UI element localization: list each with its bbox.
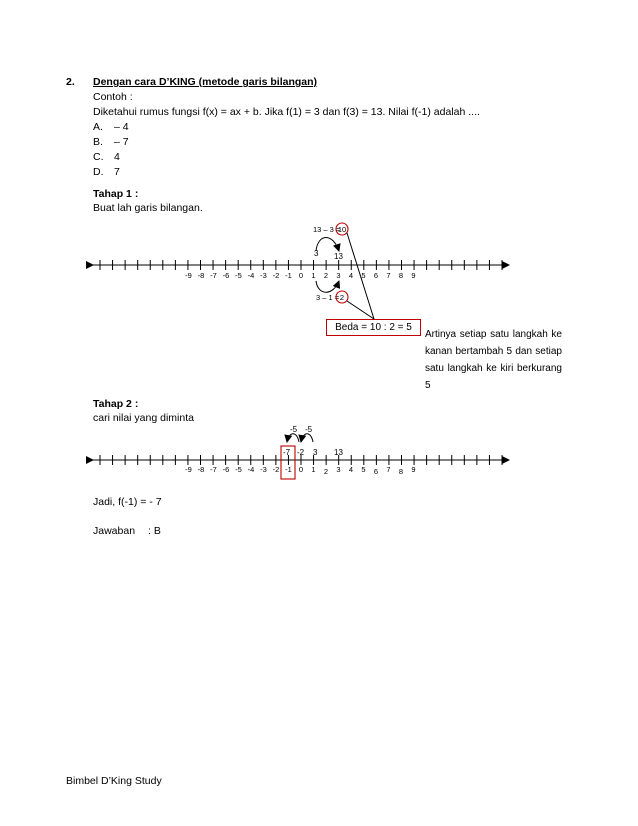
value-minus7: -7 xyxy=(283,448,291,457)
step2-title: Tahap 2 : xyxy=(93,398,139,410)
option-a-letter: A. xyxy=(93,121,103,133)
tick-label: -5 xyxy=(235,465,242,474)
tick-label: -3 xyxy=(260,271,267,280)
number-line-1-labels xyxy=(185,271,415,280)
tick-label: 2 xyxy=(323,467,329,476)
value-3: 3 xyxy=(313,448,318,457)
tick-label: -9 xyxy=(185,465,192,474)
bottom-jump-arrow xyxy=(316,281,339,292)
conclusion: Jadi, f(-1) = - 7 xyxy=(93,496,162,508)
step-label-1: -5 xyxy=(290,425,298,434)
value-minus2: -2 xyxy=(297,448,305,457)
tick-label: -2 xyxy=(272,271,280,280)
tick-label: 6 xyxy=(373,467,379,476)
question-number: 2. xyxy=(66,76,75,88)
number-line-1 xyxy=(93,260,509,280)
tick-label: 0 xyxy=(298,465,304,474)
tick-label: -8 xyxy=(197,465,205,474)
tick-label: 9 xyxy=(411,271,416,280)
tick-label: 1 xyxy=(311,271,316,280)
tick-label: -5 xyxy=(235,271,242,280)
tick-label: 3 xyxy=(336,465,341,474)
tick-label: -8 xyxy=(197,271,205,280)
tick-label: -6 xyxy=(222,271,230,280)
back-jump-arrow-1 xyxy=(301,434,313,442)
step2-instruction: cari nilai yang diminta xyxy=(93,412,194,424)
page-footer: Bimbel D’King Study xyxy=(66,775,162,787)
step-label-2: -5 xyxy=(305,425,313,434)
tick-label: 6 xyxy=(373,271,379,280)
tick-label: -6 xyxy=(222,465,230,474)
step1-explanation: Artinya setiap satu langkah ke kanan bertambah 5 dan setiap satu langkah ke kiri berkurang 5 xyxy=(425,329,562,391)
tick-label: -7 xyxy=(210,271,217,280)
tick-label: -7 xyxy=(210,465,217,474)
option-b-text: – 7 xyxy=(114,136,129,148)
bottom-difference-expr: 3 – 1 = xyxy=(316,293,340,302)
answer-label: Jawaban xyxy=(93,525,136,537)
tick-label: 7 xyxy=(386,465,391,474)
tick-label: -1 xyxy=(285,465,292,474)
number-line-2 xyxy=(93,455,509,476)
tick-label: 7 xyxy=(386,271,391,280)
connector-bottom xyxy=(347,301,374,319)
example-label: Contoh : xyxy=(93,91,133,103)
tick-label: 8 xyxy=(398,271,404,280)
tick-label: -4 xyxy=(247,271,255,280)
tick-label: -1 xyxy=(285,271,292,280)
step1-title: Tahap 1 : xyxy=(93,188,139,200)
tick-label: -9 xyxy=(185,271,192,280)
step1-instruction: Buat lah garis bilangan. xyxy=(93,202,203,214)
option-c-letter: C. xyxy=(93,151,104,163)
back-jump-arrow-2 xyxy=(287,434,299,442)
option-d-text: 7 xyxy=(114,166,120,178)
tick-label: 4 xyxy=(348,271,354,280)
option-c-text: 4 xyxy=(114,151,120,163)
answer-value: : B xyxy=(148,525,161,537)
tick-label: 8 xyxy=(398,467,404,476)
number-line-2-labels xyxy=(185,465,415,476)
tick-label: 2 xyxy=(323,271,329,280)
option-a-text: – 4 xyxy=(114,121,129,133)
value-13: 13 xyxy=(334,448,343,457)
option-d-letter: D. xyxy=(93,166,104,178)
bottom-result: 2 xyxy=(339,293,345,302)
tick-label: 5 xyxy=(361,465,366,474)
top-difference-expr: 13 – 3 = xyxy=(313,225,341,234)
beda-box: Beda = 10 : 2 = 5 xyxy=(326,319,421,336)
tick-label: 4 xyxy=(348,465,354,474)
tick-label: -4 xyxy=(247,465,255,474)
tick-label: 3 xyxy=(336,271,341,280)
question-statement: Diketahui rumus fungsi f(x) = ax + b. Jika f(1) = 3 dan f(3) = 13. Nilai f(-1) adalah .... xyxy=(93,106,480,118)
top-result: 10 xyxy=(337,225,347,234)
tick-label: -3 xyxy=(260,465,267,474)
tick-label: 5 xyxy=(361,271,366,280)
tick-label: 1 xyxy=(311,465,316,474)
option-b-letter: B. xyxy=(93,136,103,148)
value-at-3: 13 xyxy=(334,252,343,261)
value-at-1: 3 xyxy=(314,249,319,258)
tick-label: 0 xyxy=(298,271,304,280)
tick-label: 9 xyxy=(411,465,416,474)
top-jump-arrow xyxy=(316,238,339,252)
tick-label: -2 xyxy=(272,465,280,474)
question-heading: Dengan cara D’KING (metode garis bilangan) xyxy=(93,76,318,88)
